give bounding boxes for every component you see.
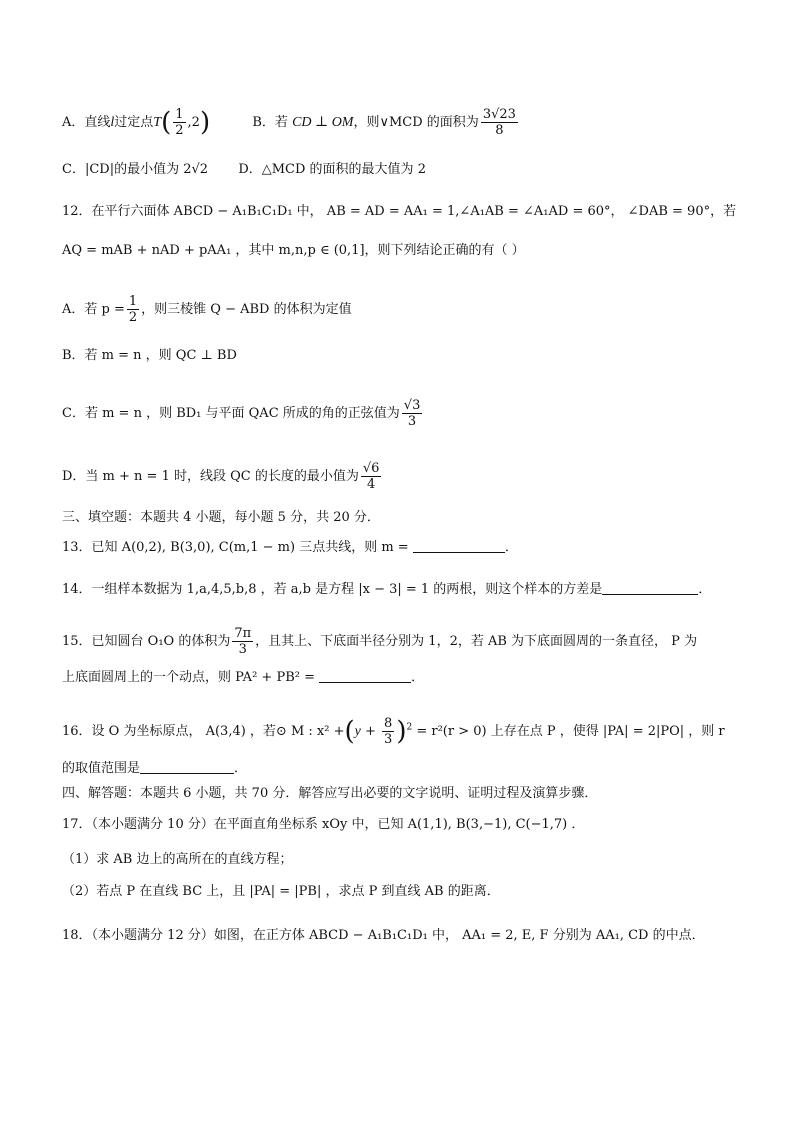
q17-stem: 17．（本小题满分 10 分）在平面直角坐标系 xOy 中，已知 A(1,1), B(3,−1), C(−1,7) ．	[62, 817, 585, 832]
q11-b-condition: CD ⊥ OM	[292, 115, 354, 130]
q18-stem: 18．（本小题满分 12 分）如图，在正方体 ABCD − A₁B₁C₁D₁ 中， AA₁ = 2, E, F 分别为 AA₁, CD 的中点．	[62, 928, 705, 943]
q14-text: 14．一组样本数据为 1,a,4,5,b,8 ，若 a,b 是方程 |x − 3| = 1 的两根，则这个样本的方差是	[62, 582, 603, 597]
q12-c-fraction: $\frac{√3}{3}$	[403, 398, 421, 429]
q12-option-b: B．若 m = n ，则 QC ⊥ BD	[62, 348, 237, 363]
q15-mid: ，且其上、下底面半径分别为 1，2，若 AB 为下底面圆周的一条直径， P 为	[255, 634, 698, 649]
q13-line: 13．已知 A(0,2), B(3,0), C(m,1 − m) 三点共线，则 m = ．	[62, 540, 518, 555]
q16-answer-blank[interactable]	[140, 759, 234, 774]
q16-line2-text: 的取值范围是	[62, 761, 141, 776]
section-4-heading: 四、解答题：本题共 6 小题，共 70 分．解答应写出必要的文字说明、证明过程及演算步骤．	[62, 786, 598, 801]
q11-a-line-l: l	[110, 115, 115, 130]
q12-d-prefix: D．当 m + n = 1 时，线段 QC 的长度的最小值为	[62, 469, 359, 484]
q16-fraction: $\frac{8}{3}$	[384, 716, 393, 747]
q11-d-text: D．△MCD 的面积的最大值为 2	[238, 162, 426, 177]
q14-line: 14．一组样本数据为 1,a,4,5,b,8 ，若 a,b 是方程 |x − 3| = 1 的两根，则这个样本的方差是 ．	[62, 582, 712, 597]
q12-option-d	[62, 461, 383, 492]
q15-line2: 上底面圆周上的一个动点，则 PA² + PB² = ．	[62, 670, 425, 685]
q15-fraction: $\frac{7\pi}{3}$	[234, 626, 252, 657]
q11-option-a-b: A．直线l过定点T( $\frac{1}{2}$ ,2) B．若 CD ⊥ OM，则∨MCD 的面积为 $\frac{3√23}{8}$	[62, 107, 516, 138]
q16-mid: = r²(r > 0) 上存在点 P ，使得 |PA| = 2|PO| ，则 r	[416, 724, 725, 739]
q15-text: 15．已知圆台 O₁O 的体积为	[62, 634, 231, 649]
q11-b-fraction: $\frac{3√23}{8}$	[482, 107, 516, 138]
q11-c-text: C．|CD|的最小值为 2√2	[62, 162, 209, 177]
q17-part-2: （2）若点 P 在直线 BC 上，且 |PA| = |PB| ，求点 P 到直线 AB 的距离．	[62, 884, 500, 899]
q15-line2-text: 上底面圆周上的一个动点，则 PA² + PB² =	[62, 670, 315, 685]
q12-option-c	[62, 398, 424, 429]
q13-answer-blank[interactable]	[413, 538, 505, 553]
q12-stem-line2: AQ = mAB + nAD + pAA₁ ，其中 m,n,p ∈ (0,1]，则下列结论正确的有（ ）	[62, 243, 525, 258]
q12-stem-line1: 12．在平行六面体 ABCD − A₁B₁C₁D₁ 中， AB = AD = AA₁ = 1,∠A₁AB = ∠A₁AD = 60°， ∠DAB = 90°，若	[62, 204, 737, 219]
q11-a-tail: ,2	[187, 115, 200, 130]
q11-option-c-d	[62, 160, 426, 180]
q16-line2: 的取值范围是 ．	[62, 761, 248, 776]
q11-a-prefix: A．直线	[62, 115, 111, 130]
q11-b-mid: ，则∨MCD 的面积为	[353, 115, 479, 130]
q17-part-1: （1）求 AB 边上的高所在的直线方程；	[62, 852, 293, 867]
q12-option-a	[62, 294, 352, 325]
q11-a-point-t: T	[153, 115, 162, 130]
q16-text: 16．设 O 为坐标原点， A(3,4) ，若⊙ M : x² +	[62, 724, 345, 739]
q12-c-prefix: C．若 m = n ，则 BD₁ 与平面 QAC 所成的角的正弦值为	[62, 406, 400, 421]
q11-a-mid: 过定点	[114, 115, 154, 130]
q12-a-fraction: $\frac{1}{2}$	[128, 294, 138, 325]
q15-line1	[62, 626, 697, 657]
q12-d-fraction: $\frac{√6}{4}$	[362, 461, 380, 492]
q12-a-prefix: A．若 p =	[62, 302, 125, 317]
q14-answer-blank[interactable]	[602, 580, 698, 595]
q16-line1: 16．设 O 为坐标原点， A(3,4) ，若⊙ M : x² +(y + $\frac{8}{3}$ )$^2$ = r²(r > 0) 上存在点 P ，使得 |PA| = 2|PO| ，则 r	[62, 716, 725, 747]
q11-b-prefix: B．若	[252, 115, 288, 130]
q11-a-fraction: $\frac{1}{2}$	[175, 107, 184, 138]
section-3-heading: 三、填空题：本题共 4 小题，每小题 5 分，共 20 分．	[62, 510, 380, 525]
q12-a-tail: ，则三棱锥 Q − ABD 的体积为定值	[141, 302, 352, 317]
q13-text: 13．已知 A(0,2), B(3,0), C(m,1 − m) 三点共线，则 m =	[62, 540, 409, 555]
q15-answer-blank[interactable]	[319, 668, 411, 683]
